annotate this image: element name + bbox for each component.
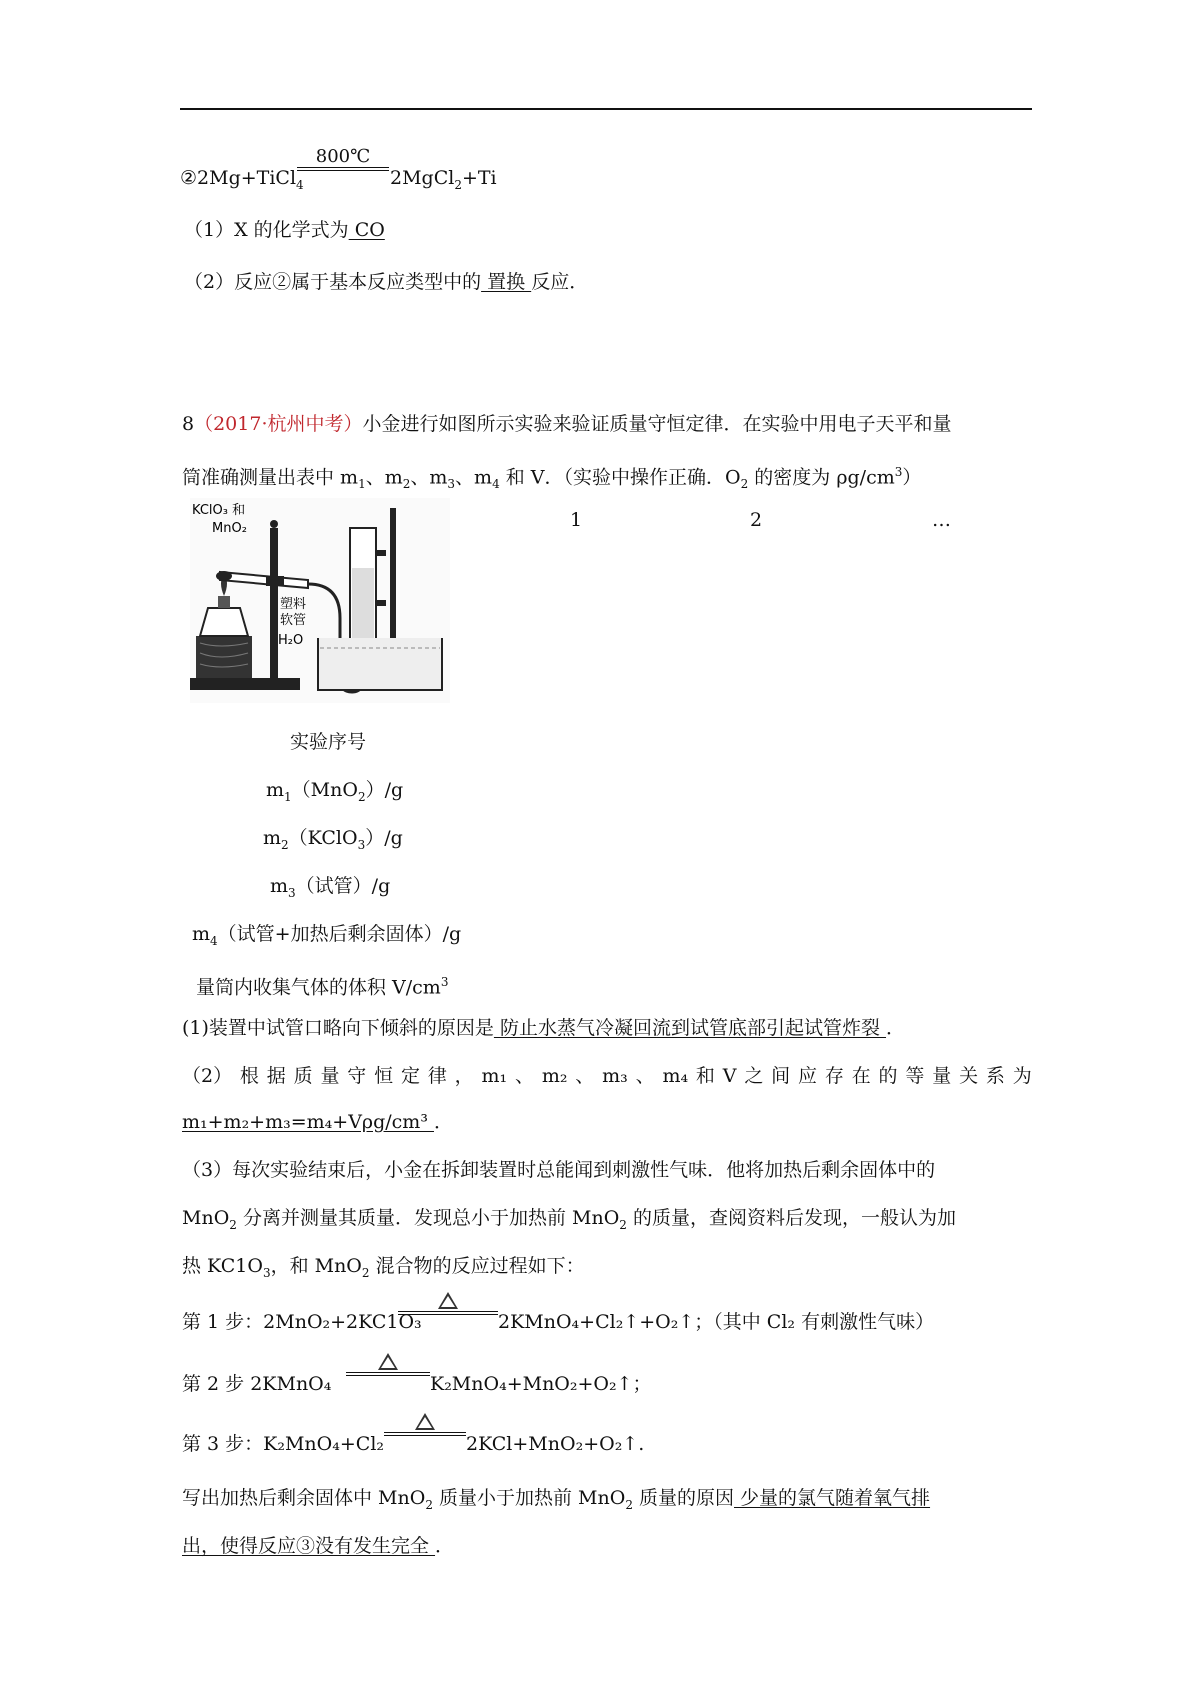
step-2-right: K₂MnO₄+MnO₂+O₂↑； (430, 1373, 652, 1395)
svg-text:软管: 软管 (280, 613, 307, 628)
tube-label: 塑料 (280, 597, 307, 612)
problem-8-line-2: 筒准确测量出表中 $m_1$、$m_2$、$m_3$、$m_4$ 和 V．（实验中操作正确．$O_2$ 的密度为 $\rho g/cm^3$） (182, 465, 922, 492)
reagent-label: KClO₃ 和 (192, 503, 246, 518)
answer-1-text: 防止水蒸气冷凝回流到试管底部引起试管炸裂 (493, 1017, 887, 1039)
answer-4-text-1: 少量的氯气随着氧气排 (734, 1487, 931, 1509)
question-2: （2）反应②属于基本反应类型中的 置换 反应． (184, 271, 589, 293)
table-row-serial: 实验序号 (290, 731, 367, 753)
step-1-left: 第 1 步：2MnO₂+2KC1O₃ (182, 1311, 422, 1333)
stand-rod (270, 528, 278, 678)
delta-icon (415, 1413, 435, 1430)
answer-4-line-1: 写出加热后剩余固体中 MnO$_2$ 质量小于加热前 MnO$_2$ 质量的原因 少量的氯气随着氧气排 (182, 1487, 931, 1512)
answer-co: CO (348, 219, 385, 241)
condition-800c (297, 147, 389, 171)
equation-2-right: 2MgCl$_2$+Ti (390, 167, 497, 192)
table-col-3: … (932, 509, 951, 531)
step-3-left: 第 3 步：K₂MnO₄+Cl₂ (182, 1433, 385, 1455)
question-1: （1）X 的化学式为 CO (184, 219, 385, 241)
condition-label: 800℃ (315, 146, 371, 167)
header-rule (180, 108, 1032, 110)
double-bar (297, 167, 389, 171)
answer-3-line-1: （3）每次实验结束后，小金在拆卸装置时总能闻到刺激性气味．他将加热后剩余固体中的 (182, 1159, 936, 1181)
table-row-volume: 量筒内收集气体的体积 $V/cm^3$ (196, 975, 449, 999)
answer-1: (1)装置中试管口略向下倾斜的原因是 防止水蒸气冷凝回流到试管底部引起试管炸裂 ． (182, 1017, 906, 1039)
table-row-m1: $m_1(MnO_2)/g$ (266, 779, 404, 804)
answer-displacement: 置换 (481, 271, 532, 293)
heat-condition-1 (398, 1292, 498, 1315)
table-row-m3: $m_3$（试管）/g (270, 875, 391, 900)
delta-icon (438, 1292, 458, 1309)
problem-8-line-1: 8（2017·杭州中考）小金进行如图所示实验来验证质量守恒定律．在实验中用电子天平和量 (182, 413, 952, 435)
answer-4-text-2: 出，使得反应③没有发生完全 (182, 1535, 436, 1557)
step-3-right: 2KCl+MnO₂+O₂↑. (466, 1433, 645, 1455)
answer-2-line-1: （2） 根 据 质 量 守 恒 定 律 ， m₁ 、 m₂ 、 m₃ 、 m₄ 和 V 之 间 应 存 在 的 等 量 关 系 为 (182, 1065, 1032, 1087)
answer-4-line-2: 出，使得反应③没有发生完全 ． (182, 1535, 455, 1557)
experiment-apparatus-figure (190, 498, 450, 703)
equation-2: ②2Mg+TiCl$_4$ (180, 167, 304, 192)
delta-icon (378, 1353, 398, 1370)
heat-condition-2 (346, 1353, 430, 1376)
answer-2-text: m₁+m₂+m₃=m₄+Vρg/cm³ (182, 1111, 434, 1133)
answer-2-line-2: m₁+m₂+m₃=m₄+Vρg/cm³ ． (182, 1111, 453, 1133)
svg-text:MnO₂: MnO₂ (212, 521, 247, 536)
table-row-m4: $m_4$（试管+加热后剩余固体）/g (192, 923, 462, 948)
table-col-2: 2 (750, 509, 763, 531)
stand-base (190, 678, 300, 690)
water-label: H₂O (278, 633, 304, 648)
source-citation: （2017·杭州中考） (194, 413, 363, 435)
table-col-1: 1 (570, 509, 583, 531)
water-trough (318, 638, 442, 690)
table-row-m2: $m_2(KClO_3)/g$ (263, 827, 403, 852)
clamp (266, 576, 284, 586)
answer-3-line-2: MnO$_2$ 分离并测量其质量．发现总小于加热前 MnO$_2$ 的质量，查阅资料后发现，一般认为加 (182, 1207, 956, 1232)
answer-3-line-3: 热 $KC1O_3$，和 MnO$_2$ 混合物的反应过程如下： (182, 1255, 585, 1280)
step-1-right: 2KMnO₄+Cl₂↑+O₂↑；（其中 Cl₂ 有刺激性气味） (498, 1311, 935, 1333)
alcohol-lamp (200, 608, 248, 636)
heat-condition-3 (384, 1413, 466, 1436)
step-2-left: 第 2 步 2KMnO₄ (182, 1373, 332, 1395)
